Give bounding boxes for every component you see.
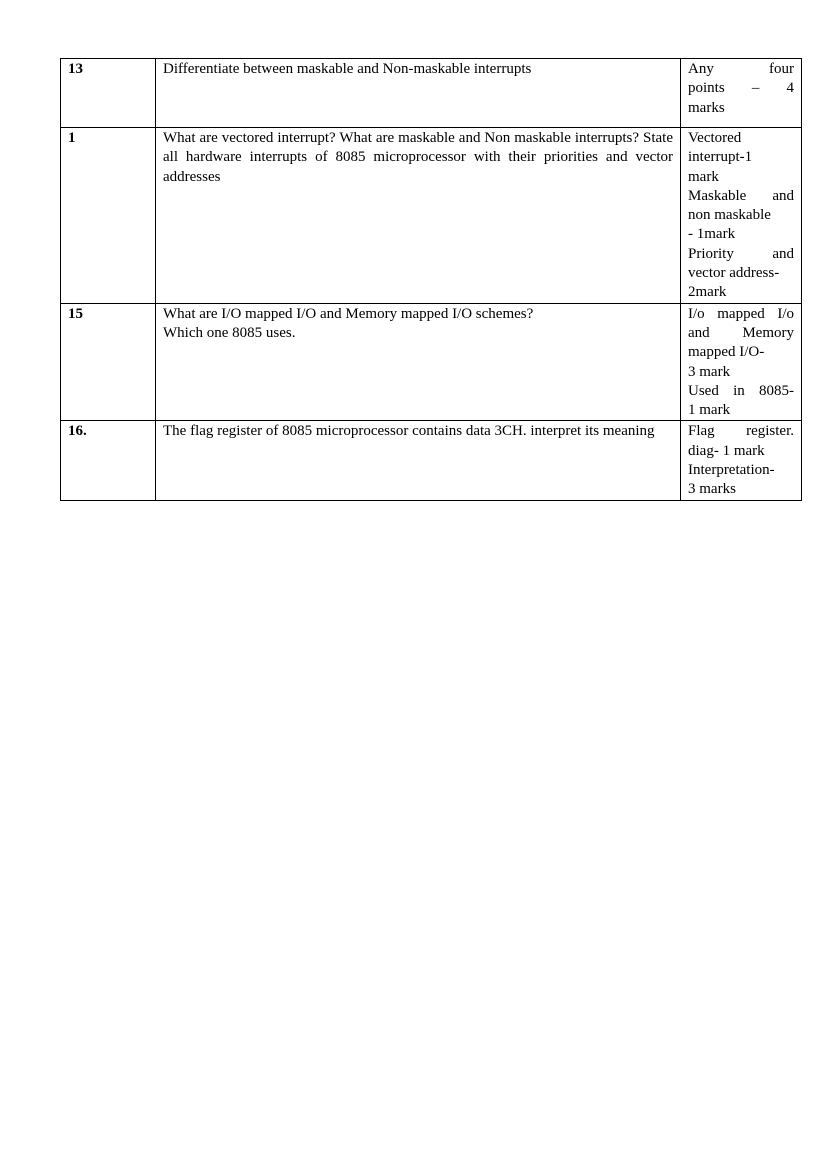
question-number: 15	[61, 303, 156, 421]
marks-line: interrupt-1	[688, 149, 753, 166]
marks-line: 3 marks	[688, 481, 736, 498]
marks-line: marks	[688, 99, 725, 116]
marks-scheme	[681, 59, 802, 128]
question-line: The flag register of 8085 microprocessor contains data 3CH. interpret its meaning	[163, 423, 655, 440]
question-line: Which one 8085 uses.	[163, 324, 296, 341]
question-line: What are vectored interrupt? What are maskable and Non maskable interrupts? State all hardware interrupts of 8085 microprocessor with their priorities and vector addresses	[163, 130, 673, 185]
question-text	[156, 421, 681, 500]
marks-line: 1 mark	[688, 402, 731, 419]
marks-line: Interpretation-	[688, 462, 775, 479]
marks-line: Any four	[688, 61, 794, 77]
marks-line: mapped I/O-	[688, 344, 765, 361]
marks-line: Priority and	[688, 245, 794, 262]
question-number: 1	[61, 128, 156, 304]
question-text	[156, 128, 681, 304]
table-row	[61, 59, 802, 128]
question-line: What are I/O mapped I/O and Memory mapped I/O schemes?	[163, 305, 534, 322]
question-text	[156, 59, 681, 128]
marks-line: mark	[688, 168, 719, 185]
table-row	[61, 303, 802, 421]
question-line: Differentiate between maskable and Non-maskable interrupts	[163, 61, 532, 77]
question-number: 13	[61, 59, 156, 128]
marks-line: vector address-	[688, 265, 780, 282]
marks-line: 2mark	[688, 284, 727, 301]
marks-line: I/o mapped I/o	[688, 305, 794, 322]
marks-line: non maskable	[688, 207, 771, 224]
table-row	[61, 421, 802, 500]
question-table-body	[61, 59, 802, 501]
marks-line: - 1mark	[688, 226, 736, 243]
marks-scheme	[681, 303, 802, 421]
marks-line: Used in 8085-	[688, 382, 794, 399]
marks-scheme	[681, 421, 802, 500]
marks-line: Flag register.	[688, 423, 794, 440]
marks-line: Vectored	[688, 130, 742, 146]
question-table	[60, 58, 802, 501]
table-row	[61, 128, 802, 304]
marks-line: and Memory	[688, 324, 794, 341]
marks-line: Maskable and	[688, 187, 794, 204]
marks-line: diag- 1 mark	[688, 442, 765, 459]
marks-scheme	[681, 128, 802, 304]
question-text	[156, 303, 681, 421]
marks-line: points – 4	[688, 80, 794, 97]
marks-line: 3 mark	[688, 363, 731, 380]
question-number: 16.	[61, 421, 156, 500]
